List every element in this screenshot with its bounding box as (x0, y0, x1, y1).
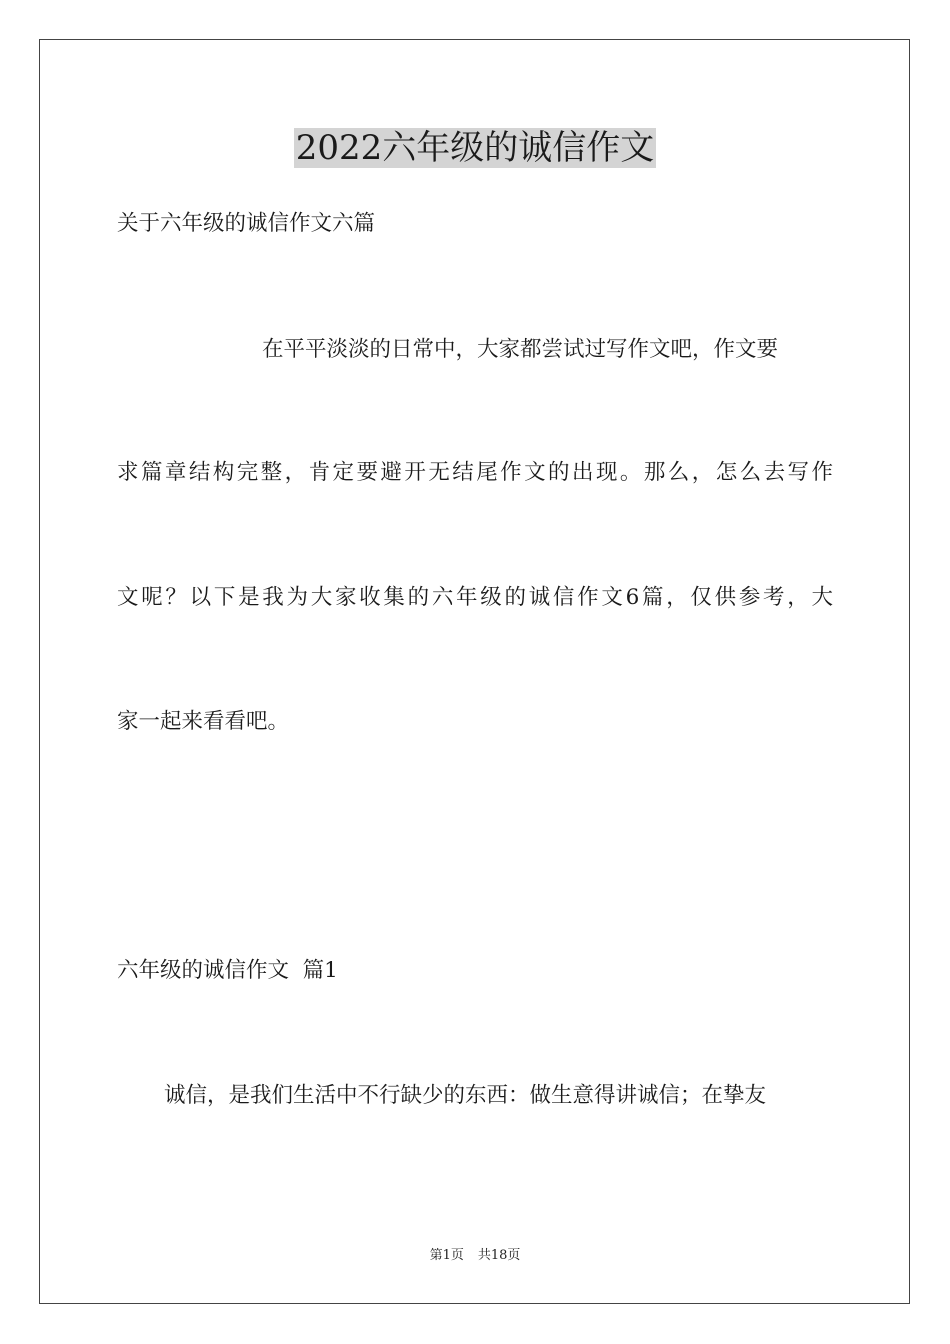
intro-line-4: 家一起来看看吧。 (117, 709, 290, 734)
intro-line-1: 在平平淡淡的日常中，大家都尝试过写作文吧，作文要 (262, 337, 779, 362)
document-title (0, 128, 950, 168)
document-title-text: 2022六年级的诚信作文 (295, 128, 655, 168)
page-total: 共18页 (477, 1248, 521, 1263)
section-heading: 六年级的诚信作文 篇1 (117, 958, 338, 983)
document-subtitle: 关于六年级的诚信作文六篇 (117, 211, 376, 236)
section-line-1: 诚信，是我们生活中不行缺少的东西：做生意得讲诚信；在挚友 (164, 1083, 767, 1108)
intro-line-2: 求篇章结构完整，肯定要避开无结尾作文的出现。那么，怎么去写作 (117, 460, 833, 485)
intro-line-3: 文呢？以下是我为大家收集的六年级的诚信作文6篇，仅供参考，大 (117, 585, 833, 610)
page-footer (0, 1248, 950, 1264)
page-number: 第1页 (429, 1248, 464, 1263)
